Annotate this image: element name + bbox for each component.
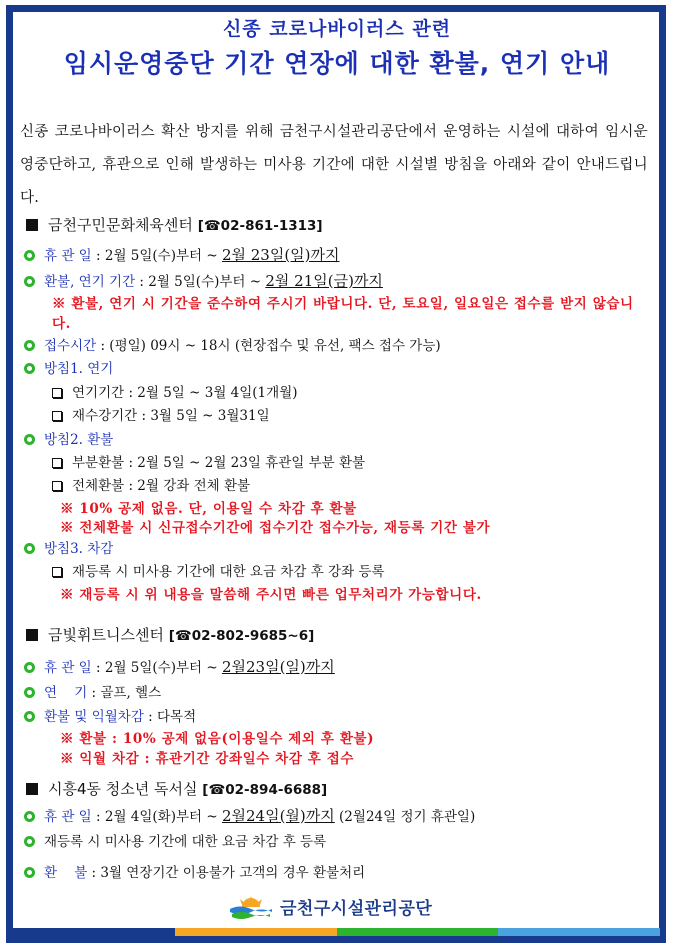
policy-3-label: 방침3. 차감 [44, 541, 114, 557]
policy-2-note: ※ 전체환불 시 신규접수기간에 접수기간 접수가능, 재등록 기간 불가 [60, 520, 491, 536]
policy-2-label: 방침2. 환불 [44, 432, 114, 448]
policy-3-item: 재등록 시 미사용 기간에 대한 요금 차감 후 강좌 등록 [52, 560, 384, 580]
closure-end-date: 2월24일(월)까지 [221, 807, 335, 825]
refund-text: : 3월 연장기간 이용불가 고객의 경우 환불처리 [87, 865, 366, 881]
checkbox-bullet-icon [52, 458, 62, 468]
circle-bullet-icon [24, 867, 35, 878]
section-2-note: ※ 환불 : 10% 공제 없음(이용일수 제외 후 환불) [60, 731, 375, 747]
intro-paragraph: 신종 코로나바이러스 확산 방지를 위해 금천구시설관리공단에서 운영하는 시설에 대하여 임시운영중단하고, 휴관으로 인해 발생하는 미사용 기간에 대한 시설별 방침을 아래와 같이 안내드립니다. [20, 124, 648, 206]
closure-text: : 2월 5일(수)부터 ~ [91, 248, 222, 264]
closure-end-date: 2월 23일(일)까지 [221, 246, 340, 264]
organization-name: 금천구시설관리공단 [280, 898, 433, 919]
closure-end-date: 2월23일(일)까지 [221, 658, 335, 676]
policy-2-note: ※ 10% 공제 없음. 단, 이용일 수 차감 후 환불 [60, 501, 357, 517]
circle-bullet-icon [24, 340, 35, 351]
section-3-closure [24, 805, 475, 826]
section-2-refund [24, 705, 196, 725]
circle-bullet-icon [24, 543, 35, 554]
policy-1-heading [24, 357, 113, 377]
checkbox-bullet-icon [52, 411, 62, 421]
reregister-text: 재등록 시 미사용 기간에 대한 요금 차감 후 등록 [44, 834, 327, 850]
section-3-heading [26, 778, 327, 799]
section-3-refund [24, 861, 365, 881]
policy-2-heading [24, 428, 113, 448]
closure-label: 휴 관 일 [44, 660, 92, 676]
checkbox-bullet-icon [52, 481, 62, 491]
section-2-closure [24, 656, 335, 677]
policy-2-item: 부분환불 : 2월 5일 ~ 2월 23일 휴관일 부분 환불 [52, 451, 365, 471]
section-3-phone: [☎02-894-6688] [202, 782, 328, 798]
section-1-hours [24, 334, 441, 354]
checkbox-bullet-icon [52, 388, 62, 398]
section-1-warning: ※ 환불, 연기 시 기간을 준수하여 주시기 바랍니다. 단, 토요일, 일요일은 접수를 받지 않습니다. [52, 296, 634, 332]
refund-period-end: 2월 21일(금)까지 [265, 272, 383, 290]
circle-bullet-icon [24, 836, 35, 847]
section-1-phone: [☎02-861-1313] [197, 218, 323, 234]
section-2-name: 금빛휘트니스센터 [48, 626, 164, 644]
circle-bullet-icon [24, 434, 35, 445]
closure-extra: (2월24일 정기 휴관일) [334, 809, 476, 825]
square-bullet-icon [26, 783, 38, 795]
square-bullet-icon [26, 629, 38, 641]
title-line-2: 임시운영중단 기간 연장에 대한 환불, 연기 안내 [63, 49, 611, 78]
refund-text: : 다목적 [143, 709, 197, 725]
section-1-refund-period [24, 270, 383, 291]
section-2-note: ※ 익월 차감 : 휴관기간 강좌일수 차감 후 접수 [60, 751, 354, 767]
section-1-name: 금천구민문화체육센터 [48, 216, 193, 234]
section-3-reregister [24, 830, 326, 850]
hours-text: : (평일) 09시 ~ 18시 (현장접수 및 유선, 팩스 접수 가능) [96, 338, 441, 354]
hours-label: 접수시간 [44, 338, 97, 354]
refund-label: 환 불 [44, 865, 88, 881]
closure-label: 휴 관 일 [44, 809, 92, 825]
policy-1-item: 재수강기간 : 3월 5일 ~ 3월31일 [52, 404, 270, 424]
policy-3-heading [24, 537, 113, 557]
postpone-label: 연 기 [44, 685, 88, 701]
postpone-text: : 골프, 헬스 [87, 685, 162, 701]
refund-period-label: 환불, 연기 기간 [44, 274, 136, 290]
section-1-closure [24, 244, 340, 265]
circle-bullet-icon [24, 250, 35, 261]
checkbox-bullet-icon [52, 567, 62, 577]
title-line-1: 신종 코로나바이러스 관련 [222, 18, 452, 40]
circle-bullet-icon [24, 811, 35, 822]
closure-text: : 2월 5일(수)부터 ~ [91, 660, 222, 676]
circle-bullet-icon [24, 662, 35, 673]
policy-1-item: 연기기간 : 2월 5일 ~ 3월 4일(1개월) [52, 381, 298, 401]
section-2-heading [26, 624, 314, 645]
section-2-postpone [24, 681, 161, 701]
closure-text: : 2월 4일(화)부터 ~ [91, 809, 222, 825]
section-1-heading [26, 214, 323, 235]
policy-2-item: 전체환불 : 2월 강좌 전체 환불 [52, 474, 250, 494]
square-bullet-icon [26, 219, 38, 231]
policy-1-label: 방침1. 연기 [44, 361, 114, 377]
circle-bullet-icon [24, 711, 35, 722]
section-3-name: 시흥4동 청소년 독서실 [48, 780, 198, 798]
sunrise-wave-logo-icon [228, 893, 274, 919]
circle-bullet-icon [24, 276, 35, 287]
policy-3-note: ※ 재등록 시 위 내용을 말씀해 주시면 빠른 업무처리가 가능합니다. [60, 587, 482, 603]
refund-period-text: : 2월 5일(수)부터 ~ [135, 274, 266, 290]
circle-bullet-icon [24, 363, 35, 374]
section-2-phone: [☎02-802-9685~6] [168, 628, 315, 644]
refund-label: 환불 및 익월차감 [44, 709, 144, 725]
closure-label: 휴 관 일 [44, 248, 92, 264]
bottom-color-bar [13, 928, 660, 936]
circle-bullet-icon [24, 687, 35, 698]
organization-logo [228, 893, 432, 919]
